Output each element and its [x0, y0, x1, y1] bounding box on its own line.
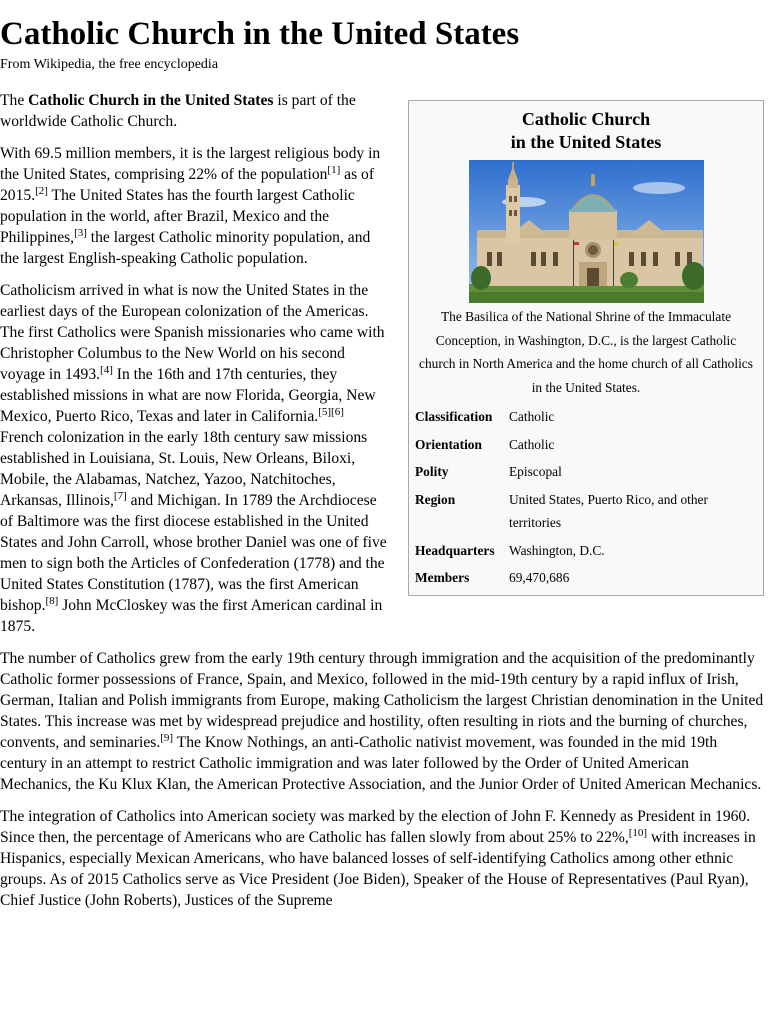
paragraph-text: French colonization in the early 18th century saw missions established in Louisiana, St. Louis, New Orleans, Biloxi, Mobile, the Alabamas, Natchez, Yazoo, Natchitoches, Arkansas, Illinois, [0, 429, 368, 509]
paragraph-text: as of 2015. [0, 166, 375, 204]
infobox-row [409, 564, 763, 592]
paragraph-text: The [0, 92, 29, 109]
paragraph-4 [0, 648, 764, 795]
infobox-label: Headquarters [415, 542, 495, 558]
reference-link[interactable]: [3] [74, 227, 87, 239]
paragraph-text: With 69.5 million members, it is the largest religious body in the United States, comprising 22% of the population [0, 145, 381, 183]
basilica-photo[interactable] [469, 160, 704, 303]
paragraph-5 [0, 806, 764, 911]
paragraph-text: In the 16th and 17th centuries, they established missions in what are now Florida, Georgia, New Mexico, Puerto Rico, Texas and later in California. [0, 366, 376, 425]
infobox-table [409, 403, 763, 592]
article-body [0, 90, 764, 922]
reference-link[interactable]: [7] [113, 490, 127, 502]
infobox-value[interactable]: Episcopal [509, 464, 562, 479]
infobox-value[interactable]: Catholic [509, 436, 555, 452]
infobox-row [409, 458, 763, 486]
infobox-label: Region [415, 491, 456, 507]
infobox-value[interactable]: Catholic [509, 409, 555, 424]
reference-link[interactable]: [6] [331, 406, 344, 418]
infobox-label: Polity [415, 464, 449, 479]
paragraph-text: The Know Nothings, an anti-Catholic nativist movement, was founded in the mid 19th century in an attempt to restrict Catholic immigration and was later followed by the Order of United American Mechanics, the Ku Klux Klan, the American Protective Association, and the Junior Order of United American Mechanics. [0, 734, 762, 793]
infobox-label: Orientation [415, 436, 482, 452]
paragraph-text: John McCloskey was the first American cardinal in 1875. [0, 597, 383, 635]
page-title: Catholic Church in the United States [0, 16, 520, 52]
article-subject-bold: Catholic Church in the United States [28, 92, 274, 109]
reference-link[interactable]: [10] [628, 827, 648, 839]
site-tagline: From Wikipedia, the free encyclopedia [0, 57, 219, 72]
infobox-value[interactable]: Washington, D.C. [509, 542, 605, 558]
infobox-label: Members [415, 570, 470, 585]
infobox-value[interactable]: United States, Puerto Rico, and other territories [509, 491, 708, 530]
paragraph-text: is part of the worldwide Catholic Church. [0, 92, 356, 130]
infobox-row [409, 486, 763, 537]
reference-link[interactable]: [2] [35, 185, 48, 197]
reference-link[interactable]: [4] [100, 364, 113, 376]
infobox-title-line-1: Catholic Church [521, 109, 651, 129]
infobox-row [409, 537, 763, 565]
infobox-caption: The Basilica of the National Shrine of the Immaculate Conception, in Washington, D.C., is the largest Catholic church in North America and the home church of all Catholics in the United States. [419, 309, 753, 395]
infobox-row [409, 403, 763, 431]
infobox-title [409, 108, 763, 154]
paragraph-text: Catholicism arrived in what is now the United States in the earliest days of the European colonization of the Americas. The first Catholics were Spanish missionaries who came with Christopher Columbus to the New World on his second voyage in 1493. [0, 282, 385, 383]
reference-link[interactable]: [1] [327, 164, 341, 176]
paragraph-text: The United States has the fourth largest Catholic population in the world, after Brazil, Mexico and the Philippines, [0, 187, 355, 246]
paragraph-text: with increases in Hispanics, especially Mexican Americans, who have balanced losses of self-identifying Catholics among other ethnic groups. As of 2015 Catholics serve as Vice President (Joe Biden), Speaker of the House of Representatives (Paul Ryan), Chief Justice (John Roberts), Justices of the Supreme [0, 829, 756, 909]
reference-link[interactable]: [5] [318, 406, 332, 418]
infobox-value: 69,470,686 [509, 570, 570, 585]
paragraph-text: The number of Catholics grew from the early 19th century through immigration and the acquisition of the predominantly Catholic former possessions of France, Spain, and Mexico, followed in the mid-19th century by a rapid influx of Irish, German, Italian and Polish immigrants from Europe, making Catholicism the largest Christian denomination in the United States. This increase was met by widespread prejudice and hostility, often resulting in riots and the burning of churches, convents, and seminaries. [0, 650, 764, 751]
reference-link[interactable]: [8] [45, 595, 59, 607]
infobox-label: Classification [415, 409, 493, 424]
paragraph-text: the largest Catholic minority population, and the largest English-speaking Catholic population. [0, 229, 371, 267]
paragraph-text: and Michigan. In 1789 the Archdiocese of Baltimore was the first diocese established in the United States and John Carroll, whose brother Daniel was one of five men to sign both the Articles of Confederation (1778) and the United States Constitution (1787), was the first American bishop. [0, 492, 387, 614]
infobox-row [409, 431, 763, 459]
paragraph-text: The integration of Catholics into American society was marked by the election of John F. Kennedy as President in 1960. Since then, the percentage of Americans who are Catholic has fallen slowly from about 25% to 22%, [0, 808, 751, 846]
infobox [408, 100, 764, 596]
reference-link[interactable]: [9] [160, 732, 174, 744]
infobox-title-line-2: in the United States [510, 132, 662, 152]
